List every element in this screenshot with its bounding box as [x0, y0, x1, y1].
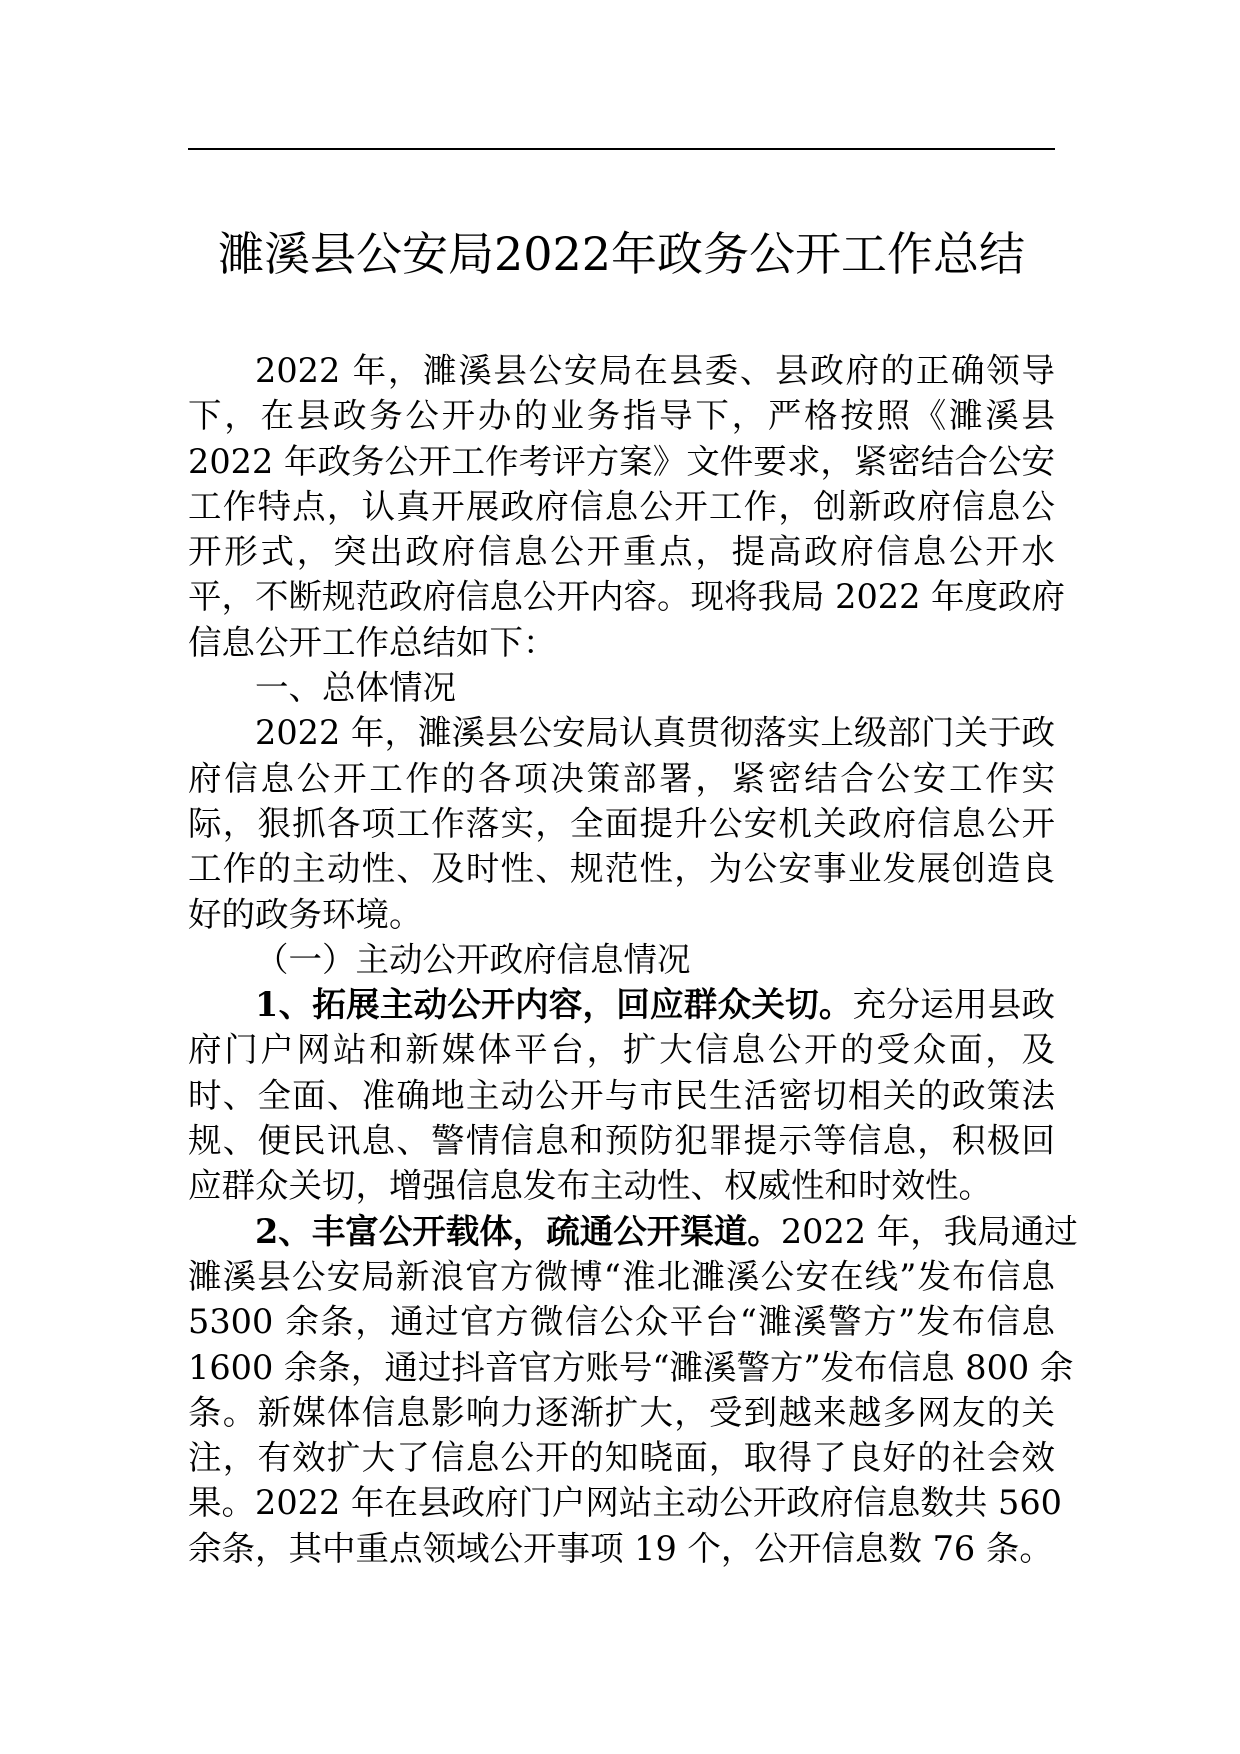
text-run: 信息公开工作总结如下：	[188, 622, 557, 662]
text-line	[188, 982, 1055, 1027]
bold-lead-text: 2、丰富公开载体，疏通公开渠道。	[255, 1211, 781, 1251]
text-line	[188, 710, 1055, 755]
text-run: 工作特点，认真开展政府信息公开工作，创新政府信息公	[188, 486, 1055, 526]
text-line	[188, 1027, 1055, 1072]
document-body	[188, 348, 1078, 1571]
bold-lead-text: 1、拓展主动公开内容，回应群众关切。	[255, 985, 853, 1025]
text-run: 濉溪县公安局新浪官方微博“淮北濉溪公安在线”发布信息	[188, 1256, 1055, 1296]
text-line	[188, 1209, 1078, 1254]
text-line	[188, 1526, 1055, 1571]
text-run: 2022 年，我局通过	[780, 1211, 1078, 1251]
text-run: 应群众关切，增强信息发布主动性、权威性和时效性。	[188, 1166, 992, 1206]
text-line	[188, 1345, 1074, 1390]
text-line	[188, 574, 1066, 619]
text-line	[188, 529, 1055, 574]
text-run: 果。2022 年在县政府门户网站主动公开政府信息数共 560	[188, 1483, 1062, 1523]
text-run: 5300 余条，通过官方微信公众平台“濉溪警方”发布信息	[188, 1302, 1055, 1342]
text-line	[188, 1299, 1055, 1344]
text-line	[188, 892, 1055, 937]
text-line	[188, 1480, 1062, 1525]
section-heading	[188, 665, 1055, 710]
text-run: 条。新媒体信息影响力逐渐扩大，受到越来越多网友的关	[188, 1392, 1055, 1432]
text-run: 府门户网站和新媒体平台，扩大信息公开的受众面，及	[188, 1030, 1055, 1070]
text-run: 府信息公开工作的各项决策部署，紧密结合公安工作实	[188, 758, 1055, 798]
text-run: 工作的主动性、及时性、规范性，为公安事业发展创造良	[188, 849, 1055, 889]
text-run: 下，在县政务公开办的业务指导下，严格按照《濉溪县	[188, 396, 1055, 436]
text-run: 平，不断规范政府信息公开内容。现将我局 2022 年度政府	[188, 577, 1066, 617]
text-run: 际，狠抓各项工作落实，全面提升公安机关政府信息公开	[188, 803, 1055, 843]
text-line	[188, 348, 1055, 393]
text-line	[188, 484, 1055, 529]
text-run: 2022 年，濉溪县公安局认真贯彻落实上级部门关于政	[255, 713, 1055, 753]
text-line	[188, 1254, 1055, 1299]
text-line	[188, 1073, 1055, 1118]
text-run: 好的政务环境。	[188, 894, 423, 934]
text-line	[188, 1435, 1055, 1480]
text-line	[188, 756, 1055, 801]
text-run: 1600 余条，通过抖音官方账号“濉溪警方”发布信息 800 余	[188, 1347, 1074, 1387]
text-run: 2022 年，濉溪县公安局在县委、县政府的正确领导	[255, 351, 1055, 390]
text-run: 充分运用县政	[852, 985, 1056, 1025]
text-line	[188, 846, 1055, 891]
text-run: 规、便民讯息、警情信息和预防犯罪提示等信息，积极回	[188, 1121, 1055, 1161]
text-run: 2022 年政务公开工作考评方案》文件要求，紧密结合公安	[188, 441, 1055, 481]
text-run: 时、全面、准确地主动公开与市民生活密切相关的政策法	[188, 1075, 1055, 1115]
text-run: （一）主动公开政府信息情况	[255, 939, 691, 979]
text-line	[188, 620, 1055, 665]
text-line	[188, 1390, 1055, 1435]
text-line	[188, 1163, 1055, 1208]
text-line	[188, 439, 1055, 484]
text-run: 开形式，突出政府信息公开重点，提高政府信息公开水	[188, 532, 1055, 572]
text-line	[188, 801, 1055, 846]
header-rule	[188, 148, 1055, 150]
text-run: 一、总体情况	[255, 668, 456, 708]
section-heading	[188, 937, 1055, 982]
text-run: 注，有效扩大了信息公开的知晓面，取得了良好的社会效	[188, 1438, 1055, 1478]
text-run: 余条，其中重点领域公开事项 19 个，公开信息数 76 条。	[188, 1528, 1053, 1568]
text-line	[188, 1118, 1055, 1163]
document-title: 濉溪县公安局2022年政务公开工作总结	[217, 227, 1026, 281]
text-line	[188, 393, 1055, 438]
